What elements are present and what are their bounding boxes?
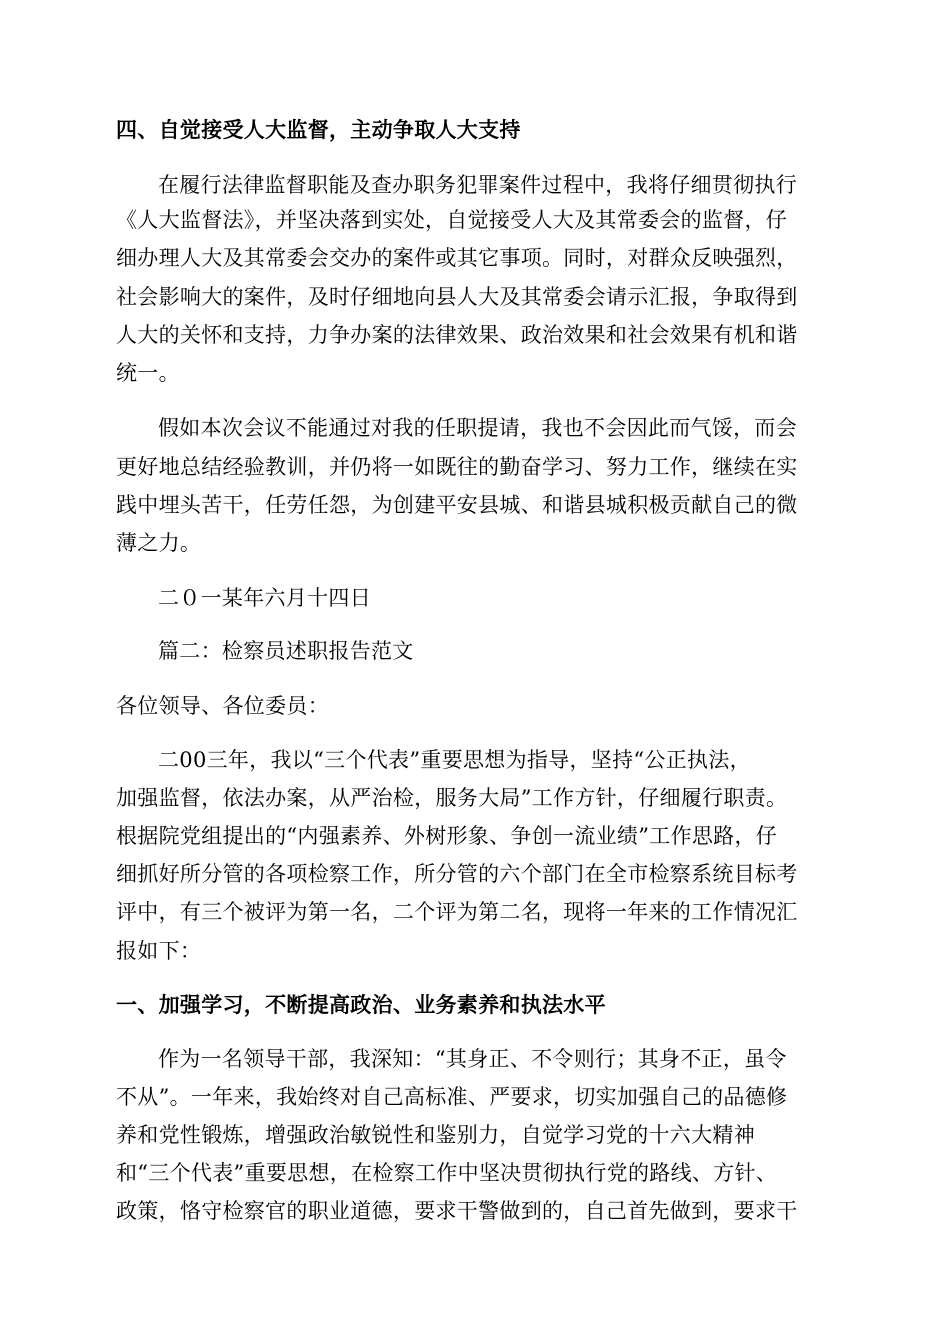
part-title: 篇二：检察员述职报告范文: [158, 639, 414, 663]
paragraph-3-line-2: 加强监督，依法办案，从严治检，服务大局”工作方针，仔细履行职责。: [116, 786, 788, 810]
paragraph-2-line-4: 薄之力。: [116, 531, 202, 555]
paragraph-3-line-4: 细抓好所分管的各项检察工作，所分管的六个部门在全市检察系统目标考: [116, 862, 798, 886]
paragraph-4-line-1: 作为一名领导干部，我深知：“其身正、不令则行；其身不正，虽令: [158, 1047, 787, 1071]
paragraph-1-line-5: 人大的关怀和支持，力争办案的法律效果、政治效果和社会效果有机和谐: [116, 323, 798, 347]
paragraph-2-line-1: 假如本次会议不能通过对我的任职提请，我也不会因此而气馁，而会: [158, 416, 797, 440]
paragraph-1-line-1: 在履行法律监督职能及查办职务犯罪案件过程中，我将仔细贯彻执行: [158, 173, 797, 197]
paragraph-4-line-3: 养和党性锻炼，增强政治敏锐性和鉴别力，自觉学习党的十六大精神: [116, 1123, 755, 1147]
paragraph-2-line-2: 更好地总结经验教训，并仍将一如既往的勤奋学习、努力工作，继续在实: [116, 455, 798, 479]
paragraph-4-line-2: 不从”。一年来，我始终对自己高标准、严要求，切实加强自己的品德修: [116, 1085, 788, 1109]
paragraph-1-line-3: 细办理人大及其常委会交办的案件或其它事项。同时，对群众反映强烈，: [116, 246, 798, 270]
paragraph-1-line-4: 社会影响大的案件，及时仔细地向县人大及其常委会请示汇报，争取得到: [116, 285, 798, 309]
salutation: 各位领导、各位委员：: [116, 694, 329, 718]
date-line: 二０一某年六月十四日: [158, 586, 371, 610]
paragraph-3-line-3: 根据院党组提出的“内强素养、外树形象、争创一流业绩”工作思路，仔: [116, 824, 778, 848]
paragraph-3-line-1: 二00三年，我以“三个代表”重要思想为指导，坚持“公正执法，: [158, 748, 751, 772]
paragraph-2-line-3: 践中埋头苦干，任劳任怨，为创建平安县城、和谐县城积极贡献自己的微: [116, 493, 798, 517]
paragraph-4-line-4: 和“三个代表”重要思想，在检察工作中坚决贯彻执行党的路线、方针、: [116, 1161, 778, 1185]
section-heading-1: 一、加强学习，不断提高政治、业务素养和执法水平: [116, 992, 606, 1017]
paragraph-4-line-5: 政策，恪守检察官的职业道德，要求干警做到的，自己首先做到，要求干: [116, 1199, 798, 1223]
paragraph-3-line-6: 报如下：: [116, 939, 202, 963]
paragraph-1-line-2: 《人大监督法》，并坚决落到实处，自觉接受人大及其常委会的监督，仔: [116, 208, 788, 232]
paragraph-1-line-6: 统一。: [116, 361, 180, 385]
section-heading-4: 四、自觉接受人大监督，主动争取人大支持: [116, 117, 521, 142]
paragraph-3-line-5: 评中，有三个被评为第一名，二个评为第二名，现将一年来的工作情况汇: [116, 900, 798, 924]
